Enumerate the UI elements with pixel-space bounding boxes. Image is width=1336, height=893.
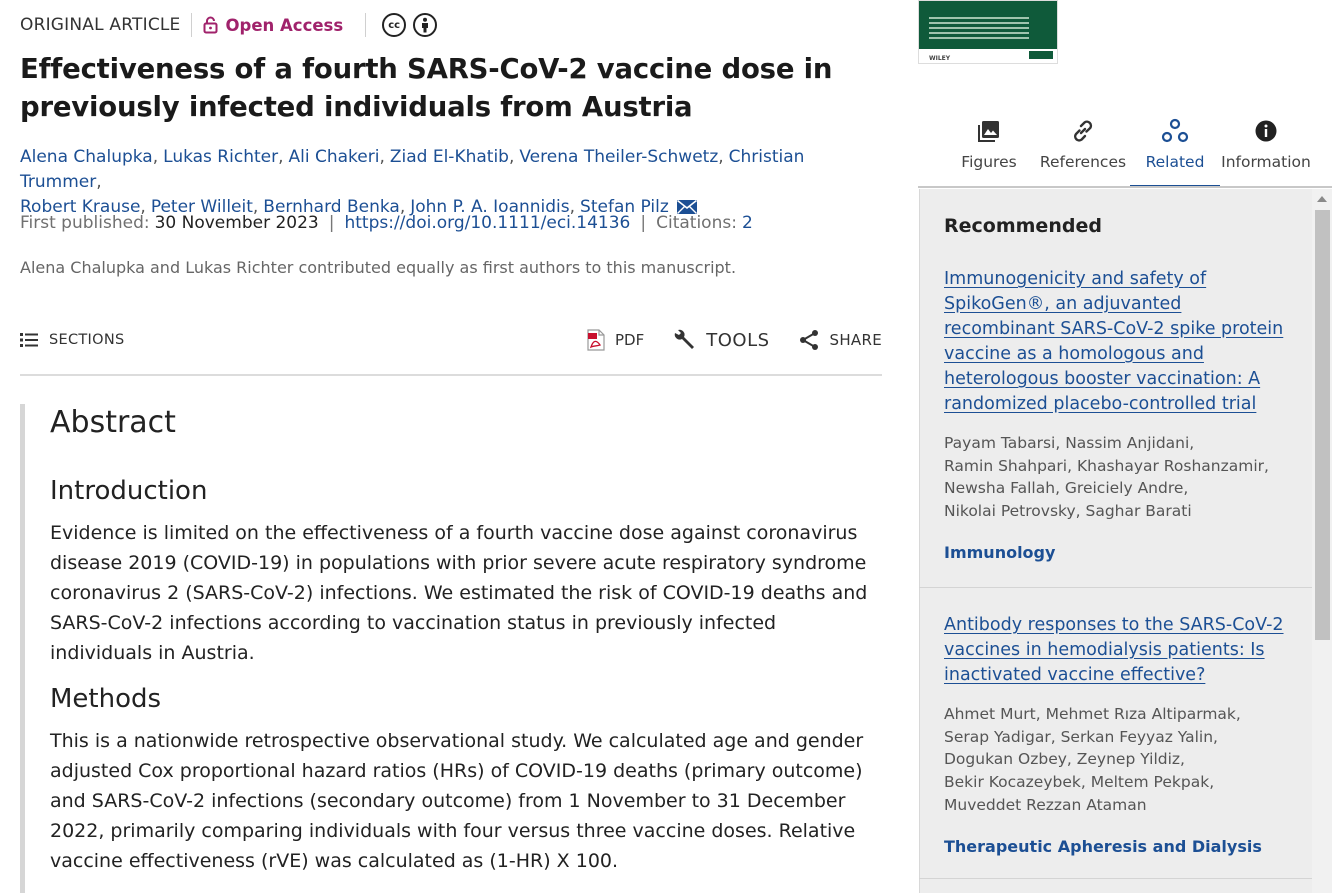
author-link[interactable]: Mehmet Rıza Altiparmak <box>1045 705 1236 723</box>
author-link[interactable]: Ramin Shahpari <box>944 456 1068 475</box>
attribution-icon[interactable] <box>413 13 437 37</box>
pdf-label: PDF <box>615 331 645 349</box>
author-link[interactable]: Ziad El-Khatib <box>389 147 509 167</box>
tab-references-label: References <box>1039 153 1127 171</box>
tab-references[interactable] <box>1036 106 1130 188</box>
introduction-heading: Introduction <box>50 476 208 506</box>
cover-image <box>919 1 1058 49</box>
tools-button[interactable] <box>672 328 769 352</box>
abstract-heading: Abstract <box>50 405 176 440</box>
publication-info <box>20 213 753 233</box>
pdf-file-icon <box>587 329 605 351</box>
recommended-title-link[interactable]: Immunogenicity and safety of SpikoGen®, an adjuvanted recombinant SARS-CoV-2 spike protein vaccine as a homologous and heterologous booster vaccination: A randomized placebo-controlled trial <box>944 269 1284 414</box>
methods-heading: Methods <box>50 684 162 714</box>
article-type: ORIGINAL ARTICLE <box>20 15 181 35</box>
methods-text: This is a nationwide retrospective observational study. We calculated age and gender adjusted Cox proportional hazard ratios (HRs) of COVID-19 deaths (primary outcome) and SARS-CoV-2 infections (secondary outcome) from 1 November to 31 December 2022, primarily comparing individuals with four versus three vaccine doses. Relative vaccine effectiveness (rVE) was calculated as (1-HR) X 100. <box>50 730 864 872</box>
cover-logo <box>1029 51 1053 59</box>
author-link[interactable]: Nikolai Petrovsky <box>944 502 1076 521</box>
scrollbar-thumb[interactable] <box>1315 210 1330 640</box>
sections-label: SECTIONS <box>49 332 125 348</box>
recommended-authors: Ahmet Murt, Mehmet Rıza Altiparmak, Serap Yadigar, Serkan Feyyaz Yalin, Dogukan Ozbey, Zeynep Yildiz, Bekir Kocazeybek, Meltem Pekpak, Muveddet Rezzan Ataman <box>944 705 1241 814</box>
divider <box>365 13 366 37</box>
open-access-badge[interactable] <box>203 16 344 35</box>
sidebar <box>918 0 1336 893</box>
author-link[interactable]: Ali Chakeri <box>288 147 380 167</box>
author-link[interactable]: Serap Yadigar <box>944 727 1051 746</box>
author-link[interactable]: Zeynep Yildiz <box>1076 750 1181 769</box>
author-link[interactable]: Stefan Pilz <box>580 197 669 217</box>
author-list: Alena Chalupka, Lukas Richter, Ali Chakeri, Ziad El-Khatib, Verena Theiler-Schwetz, Christian Trummer, Robert Krause, Peter Willeit, Bernhard Benka, John P. A. Ioannidis, Stefan Pilz <box>20 147 805 217</box>
author-link[interactable]: Verena Theiler-Schwetz <box>519 147 719 167</box>
wrench-icon <box>672 328 696 352</box>
envelope-icon[interactable] <box>677 200 697 214</box>
scroll-up-arrow[interactable] <box>1317 196 1327 202</box>
author-link[interactable]: Serkan Feyyaz Yalin <box>1060 727 1214 746</box>
toolbar-actions <box>559 328 882 352</box>
sidebar-tabs <box>918 106 1332 188</box>
article-meta-row <box>20 12 437 38</box>
related-icon <box>1161 118 1189 144</box>
author-link[interactable]: Lukas Richter <box>163 147 279 167</box>
image-icon <box>978 120 1000 142</box>
share-icon <box>798 329 820 351</box>
contribution-note: Alena Chalupka and Lukas Richter contributed equally as first authors to this manuscript. <box>20 258 737 277</box>
divider: | <box>640 213 647 233</box>
journal-cover[interactable] <box>918 0 1058 64</box>
abstract-section <box>20 404 882 893</box>
pdf-button[interactable] <box>587 329 644 351</box>
tools-label: TOOLS <box>706 329 770 351</box>
author-link[interactable]: Alena Chalupka <box>20 147 153 167</box>
author-link[interactable]: Christian Trummer <box>20 147 805 192</box>
toolbar-divider <box>20 374 882 376</box>
share-label: SHARE <box>829 331 882 349</box>
divider <box>919 878 1312 879</box>
article-title: Effectiveness of a fourth SARS-CoV-2 vaccine dose in previously infected individuals from Austria <box>20 53 833 123</box>
open-access-label: Open Access <box>225 15 344 35</box>
author-link[interactable]: Saghar Barati <box>1085 502 1192 521</box>
license-icons[interactable] <box>382 13 437 37</box>
recommended-title-link[interactable]: Antibody responses to the SARS-CoV-2 vaccines in hemodialysis patients: Is inactivated vaccine effective? <box>944 615 1284 685</box>
tab-related-label: Related <box>1145 153 1205 171</box>
author-link[interactable]: Nassim Anjidani <box>1065 434 1190 452</box>
tab-figures-label: Figures <box>961 153 1017 171</box>
first-published-label: First published: <box>20 213 150 233</box>
article-toolbar <box>20 322 882 358</box>
author-link[interactable]: Greiciely Andre <box>1064 479 1184 498</box>
author-link[interactable]: Peter Willeit <box>150 197 253 217</box>
creative-commons-icon[interactable]: cc <box>382 13 406 37</box>
tabs-divider <box>918 186 1332 188</box>
citations-count[interactable]: 2 <box>741 213 753 233</box>
author-link[interactable]: John P. A. Ioannidis <box>410 197 570 217</box>
author-link[interactable]: Bekir Kocazeybek <box>944 773 1081 792</box>
tab-figures[interactable] <box>942 106 1036 188</box>
author-link[interactable]: Dogukan Ozbey <box>944 750 1067 769</box>
citations-label: Citations: <box>656 213 737 233</box>
share-button[interactable] <box>798 329 882 351</box>
publisher-logo: WILEY <box>929 55 951 62</box>
list-icon <box>20 332 38 348</box>
author-link[interactable]: Bernhard Benka <box>263 197 400 217</box>
author-link[interactable]: Newsha Fallah <box>944 479 1056 498</box>
doi-link[interactable]: https://doi.org/10.1111/eci.14136 <box>344 213 631 233</box>
divider <box>191 13 192 37</box>
recommended-heading: Recommended <box>944 215 1102 237</box>
recommended-journal-link[interactable]: Immunology <box>944 542 1056 562</box>
divider: | <box>328 213 335 233</box>
introduction-text: Evidence is limited on the effectiveness of a fourth vaccine dose against coronavirus disease 2019 (COVID-19) in populations with prior severe acute respiratory syndrome coronavirus 2 (SARS-CoV-2) infections. We estimated the risk of COVID-19 deaths and SARS-CoV-2 infections according to vaccination status in previously infected individuals in Austria. <box>50 522 868 664</box>
article-main <box>20 0 882 893</box>
first-published-date: 30 November 2023 <box>154 213 319 233</box>
tab-related[interactable] <box>1130 106 1220 188</box>
recommended-authors: Payam Tabarsi, Nassim Anjidani, Ramin Shahpari, Khashayar Roshanzamir, Newsha Fallah, Greiciely Andre, Nikolai Petrovsky, Saghar Barati <box>944 434 1269 521</box>
tab-information[interactable] <box>1220 106 1312 188</box>
author-link[interactable]: Ahmet Murt <box>944 705 1036 723</box>
recommended-journal-link[interactable]: Therapeutic Apheresis and Dialysis <box>944 836 1262 856</box>
divider <box>919 587 1312 588</box>
link-icon <box>1070 118 1096 144</box>
author-link[interactable]: Payam Tabarsi <box>944 434 1056 452</box>
recommended-item <box>944 267 1289 562</box>
author-link[interactable]: Robert Krause <box>20 197 141 217</box>
recommended-item <box>944 613 1289 856</box>
tab-information-label: Information <box>1221 153 1311 171</box>
info-icon <box>1255 120 1277 142</box>
author-link[interactable]: Muveddet Rezzan Ataman <box>944 795 1147 814</box>
lock-open-icon <box>203 16 218 34</box>
author-link[interactable]: Khashayar Roshanzamir <box>1076 456 1264 475</box>
sections-button[interactable] <box>20 332 125 348</box>
author-link[interactable]: Meltem Pekpak <box>1090 773 1210 792</box>
